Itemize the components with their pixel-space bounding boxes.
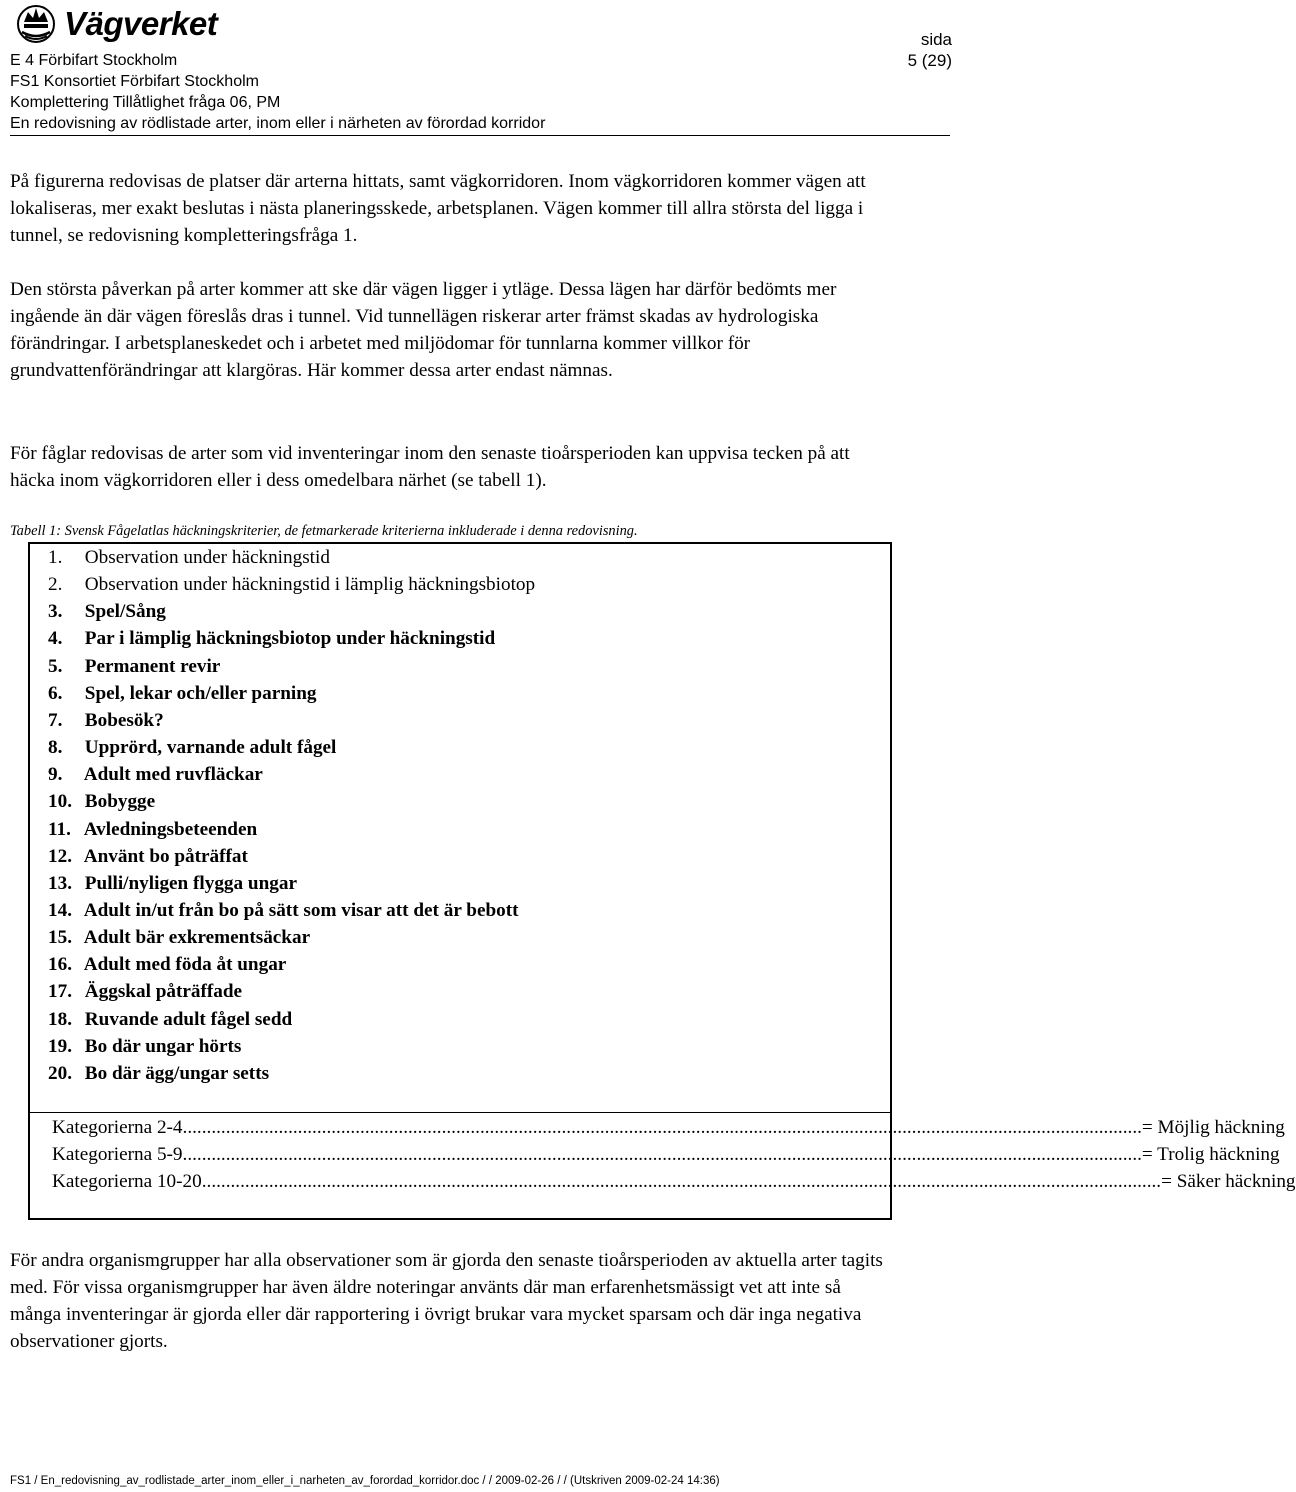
criteria-item — [48, 600, 166, 624]
criteria-item — [48, 926, 310, 950]
criteria-item — [48, 655, 220, 679]
criteria-table — [28, 542, 1296, 1220]
criteria-text: Äggskal påträffade — [84, 981, 243, 1003]
criteria-item — [48, 736, 336, 760]
category-result: = Trolig häckning — [1141, 1144, 1280, 1165]
criteria-number: 16. — [48, 954, 72, 976]
paragraph-birds: För fåglar redovisas de arter som vid inventeringar inom den senaste tioårsperioden kan uppvisa tecken på att häcka inom vägkorridoren eller i dess omedelbara närhet (se tabell 1). — [10, 443, 850, 491]
criteria-number: 5. — [48, 655, 63, 677]
criteria-number: 4. — [48, 628, 63, 650]
header-subject: En redovisning av rödlistade arter, inom eller i närheten av förordad korridor — [10, 115, 546, 132]
paragraph-other-organisms: För andra organismgrupper har alla observationer som är gjorda den senaste tioårsperioden av aktuella arter tagits med. För vissa organismgrupper har även äldre noteringar använts där man erfarenhetsmässigt vet att inte så många inventeringar är gjorda eller där rapportering i övrigt brukar vara mycket sparsam och där inga negativa observationer gjorts. — [10, 1250, 883, 1352]
criteria-text: Spel/Sång — [84, 601, 166, 623]
criteria-item — [48, 1062, 269, 1086]
dot-leader: ........................................................................................................................................................................................................ — [182, 1144, 1142, 1165]
criteria-number: 13. — [48, 872, 72, 894]
criteria-text: Spel, lekar och/eller parning — [84, 682, 317, 704]
paragraph-impact: Den största påverkan på arter kommer att ske där vägen ligger i ytläge. Dessa lägen har därför bedömts mer ingående än där vägen föreslås dras i tunnel. Vid tunnellägen riskerar arter främst skadas av hydrologiska förändringar. I arbetsplaneskedet och i arbetet med miljödomar för tunnlarna kommer villkor för grundvattenförändringar att klargöras. Här kommer dessa arter endast nämnas. — [10, 279, 837, 381]
criteria-item — [48, 627, 495, 651]
criteria-number: 10. — [48, 791, 72, 813]
criteria-text: Upprörd, varnande adult fågel — [84, 737, 337, 759]
criteria-number: 1. — [48, 547, 63, 568]
criteria-text: Avledningsbeteenden — [83, 818, 258, 840]
criteria-text: Ruvande adult fågel sedd — [84, 1008, 293, 1030]
criteria-number: 12. — [48, 845, 72, 867]
criteria-text: Bobygge — [84, 791, 156, 813]
criteria-number: 19. — [48, 1035, 72, 1057]
category-result: = Säker häckning — [1161, 1171, 1296, 1192]
criteria-text: Adult in/ut från bo på sätt som visar att det är bebott — [83, 899, 519, 921]
criteria-text: Observation under häckningstid i lämplig häckningsbiotop — [84, 574, 536, 596]
logo-wordmark: Vägverket — [64, 5, 218, 42]
header-consortium: FS1 Konsortiet Förbifart Stockholm — [10, 73, 259, 90]
criteria-item — [48, 953, 286, 977]
category-row — [52, 1143, 1280, 1167]
criteria-number: 8. — [48, 737, 63, 759]
criteria-item — [48, 573, 535, 597]
criteria-item — [48, 1035, 241, 1059]
page-number: 5 (29) — [907, 51, 952, 70]
criteria-item — [48, 899, 519, 923]
category-label: Kategorierna 10-20 — [52, 1171, 202, 1192]
criteria-number: 17. — [48, 981, 72, 1003]
criteria-item — [48, 682, 316, 706]
page-label: sida — [920, 30, 952, 49]
criteria-item — [48, 980, 242, 1004]
criteria-number: 9. — [48, 764, 63, 786]
criteria-number: 2. — [48, 574, 63, 596]
criteria-text: Pulli/nyligen flygga ungar — [84, 872, 297, 894]
category-row — [52, 1116, 1285, 1140]
category-label: Kategorierna 2-4 — [52, 1117, 183, 1138]
category-result: = Möjlig häckning — [1141, 1117, 1285, 1138]
criteria-text: Använt bo påträffat — [83, 845, 248, 867]
criteria-number: 14. — [48, 899, 72, 921]
vagverket-logo — [14, 0, 244, 48]
header-project: E 4 Förbifart Stockholm — [10, 52, 178, 69]
criteria-text: Par i lämplig häckningsbiotop under häckningstid — [84, 628, 496, 650]
criteria-number: 7. — [48, 709, 63, 731]
criteria-item — [48, 790, 155, 814]
criteria-item — [48, 872, 297, 896]
criteria-number: 15. — [48, 927, 72, 949]
criteria-number: 18. — [48, 1008, 72, 1030]
criteria-item — [48, 818, 257, 842]
dot-leader: ........................................................................................................................................................................................................ — [182, 1117, 1142, 1138]
criteria-number: 11. — [48, 818, 71, 840]
criteria-item — [48, 763, 263, 787]
table-divider — [30, 1112, 890, 1113]
criteria-number: 6. — [48, 682, 63, 704]
criteria-text: Bobesök? — [84, 709, 164, 731]
header-divider — [10, 135, 950, 136]
table-caption: Tabell 1: Svensk Fågelatlas häckningskriterier, de fetmarkerade kriterierna inkluderade i denna redovisning. — [10, 523, 638, 539]
criteria-text: Adult med föda åt ungar — [83, 954, 287, 976]
criteria-text: Adult med ruvfläckar — [83, 764, 263, 786]
criteria-item — [48, 546, 330, 570]
criteria-item — [48, 709, 164, 733]
category-row — [52, 1170, 1296, 1194]
criteria-number: 20. — [48, 1062, 72, 1084]
criteria-text: Bo där ägg/ungar setts — [84, 1062, 270, 1084]
criteria-number: 3. — [48, 601, 63, 623]
criteria-text: Adult bär exkrementsäckar — [83, 927, 311, 949]
document-footer: FS1 / En_redovisning_av_rodlistade_arter_inom_eller_i_narheten_av_forordad_korridor.doc / / 2009-02-26 / / (Utskriven 2009-02-24 14:36) — [10, 1475, 720, 1487]
criteria-text: Observation under häckningstid — [84, 547, 330, 568]
category-label: Kategorierna 5-9 — [52, 1144, 183, 1165]
header-document: Komplettering Tillåtlighet fråga 06, PM — [10, 94, 281, 111]
criteria-text: Permanent revir — [84, 655, 221, 677]
criteria-text: Bo där ungar hörts — [84, 1035, 242, 1057]
dot-leader: ........................................................................................................................................................................................................ — [201, 1171, 1162, 1192]
criteria-item — [48, 1008, 292, 1032]
paragraph-figures: På figurerna redovisas de platser där arterna hittats, samt vägkorridoren. Inom vägkorridoren kommer vägen att lokaliseras, mer exakt beslutas i nästa planeringsskede, arbetsplanen. Vägen kommer till allra största del ligga i tunnel, se redovisning kompletteringsfråga 1. — [10, 171, 866, 246]
crown-emblem-icon — [14, 0, 58, 44]
criteria-item — [48, 845, 248, 869]
